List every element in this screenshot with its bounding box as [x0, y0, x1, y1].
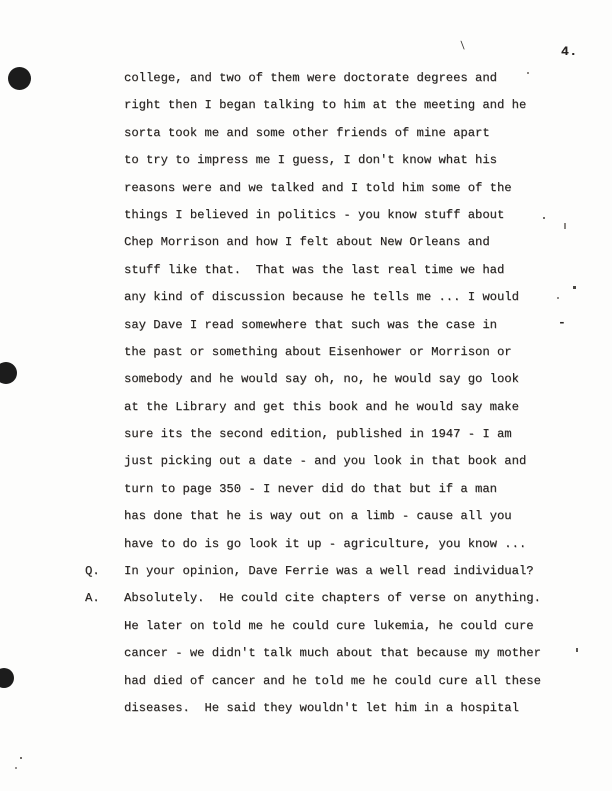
- scan-speck: [527, 72, 529, 74]
- scan-speck: [543, 217, 545, 219]
- text-lines: [85, 65, 594, 722]
- text-line: [124, 339, 594, 366]
- text-line: [124, 668, 594, 695]
- line-text: cancer - we didn't talk much about that because my mother: [124, 646, 541, 661]
- text-line: [124, 120, 594, 147]
- scan-speck: [573, 286, 576, 289]
- text-line: [124, 229, 594, 256]
- line-text: In your opinion, Dave Ferrie was a well read individual?: [124, 564, 534, 579]
- text-line: [124, 65, 594, 92]
- text-line: [85, 558, 594, 585]
- scan-speck: [557, 297, 559, 299]
- scan-stray-mark: \: [458, 40, 467, 54]
- line-text: have to do is go look it up - agriculture, you know ...: [124, 536, 527, 551]
- qa-marker: Q.: [85, 564, 100, 579]
- line-text: things I believed in politics - you know stuff about: [124, 207, 505, 222]
- line-text: say Dave I read somewhere that such was the case in: [124, 317, 497, 332]
- hole-punch-mark: [0, 668, 14, 688]
- line-text: He later on told me he could cure lukemia, he could cure: [124, 618, 534, 633]
- text-line: [124, 366, 594, 393]
- line-text: diseases. He said they wouldn't let him in a hospital: [124, 700, 519, 715]
- line-text: sure its the second edition, published in 1947 - I am: [124, 427, 512, 442]
- line-text: turn to page 350 - I never did do that but if a man: [124, 481, 497, 496]
- text-line: [124, 394, 594, 421]
- line-text: any kind of discussion because he tells me ... I would: [124, 290, 519, 305]
- text-line: [124, 312, 594, 339]
- line-text: just picking out a date - and you look in that book and: [124, 454, 527, 469]
- text-line: [124, 175, 594, 202]
- page-number: 4.: [561, 44, 578, 59]
- text-line: [124, 503, 594, 530]
- text-line: [124, 92, 594, 119]
- line-text: sorta took me and some other friends of mine apart: [124, 125, 490, 140]
- text-line: [124, 476, 594, 503]
- line-text: has done that he is way out on a limb - cause all you: [124, 509, 512, 524]
- scan-speck: [576, 648, 578, 652]
- line-text: to try to impress me I guess, I don't know what his: [124, 153, 497, 168]
- line-text: stuff like that. That was the last real time we had: [124, 262, 505, 277]
- qa-marker: A.: [85, 591, 100, 606]
- text-line: [124, 147, 594, 174]
- hole-punch-mark: [0, 362, 17, 384]
- hole-punch-mark: [8, 67, 31, 90]
- scan-speck: [20, 757, 22, 759]
- line-text: right then I began talking to him at the meeting and he: [124, 98, 527, 113]
- text-line: [124, 448, 594, 475]
- line-text: the past or something about Eisenhower or Morrison or: [124, 344, 512, 359]
- scan-stray-dash: -: [558, 315, 566, 330]
- line-text: had died of cancer and he told me he could cure all these: [124, 673, 541, 688]
- text-line: [124, 202, 594, 229]
- line-text: reasons were and we talked and I told him some of the: [124, 180, 512, 195]
- text-line: [124, 257, 594, 284]
- text-line: [124, 640, 594, 667]
- text-line: [124, 695, 594, 722]
- line-text: college, and two of them were doctorate degrees and: [124, 71, 497, 85]
- scan-speck: [15, 767, 17, 769]
- text-line: [124, 421, 594, 448]
- text-line: [124, 613, 594, 640]
- line-text: at the Library and get this book and he would say make: [124, 399, 519, 414]
- line-text: Chep Morrison and how I felt about New Orleans and: [124, 235, 490, 250]
- text-line: [85, 585, 594, 612]
- text-line: [124, 284, 594, 311]
- text-line: [124, 531, 594, 558]
- line-text: Absolutely. He could cite chapters of verse on anything.: [124, 591, 541, 606]
- line-text: somebody and he would say oh, no, he would say go look: [124, 372, 519, 387]
- scan-speck: [564, 223, 566, 229]
